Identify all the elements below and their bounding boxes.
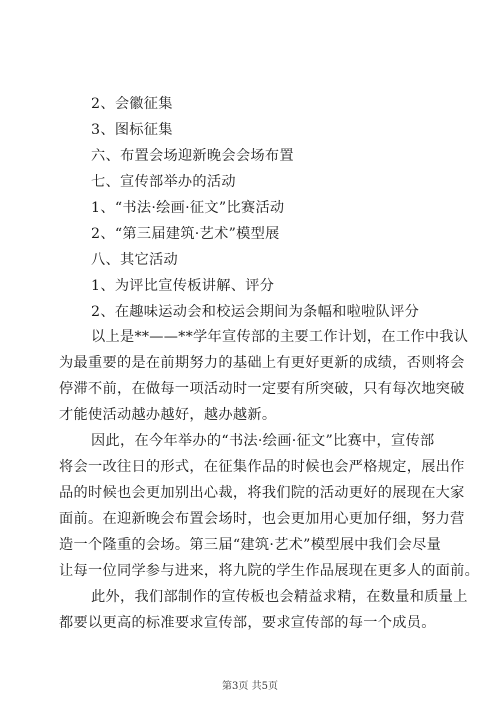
list-item: 2、在趣味运动会和校运会期间为条幅和啦啦队评分	[91, 304, 420, 320]
paragraph-line: 才能使活动越办越好，越办越新。	[59, 407, 277, 423]
list-item: 1、“书法·绘画·征文”比赛活动	[91, 200, 285, 216]
paragraph-line: 以上是**——**学年宣传部的主要工作计划，在工作中我认	[91, 329, 469, 345]
paragraph-line: 将会一改往日的形式，在征集作品的时候也会严格规定，展出作	[59, 459, 465, 475]
list-item: 1、为评比宣传板讲解、评分	[91, 278, 275, 294]
list-item: 3、图标征集	[91, 122, 173, 138]
section-heading: 六、布置会场迎新晚会会场布置	[91, 148, 294, 164]
paragraph-line: 停滞不前，在做每一项活动时一定要有所突破，只有每次地突破	[59, 381, 465, 397]
paragraph-line: 造一个隆重的会场。第三届“建筑·艺术”模型展中我们会尽量	[59, 537, 442, 553]
paragraph-line: 都要以更高的标准要求宣传部，要求宣传部的每一个成员。	[59, 615, 436, 631]
paragraph-line: 为最重要的是在前期努力的基础上有更好更新的成绩，否则将会	[59, 355, 465, 371]
list-item: 2、会徽征集	[91, 96, 173, 112]
paragraph-line: 让每一位同学参与进来，将九院的学生作品展现在更多人的面前。	[59, 563, 480, 579]
list-item: 2、“第三届建筑·艺术”模型展	[91, 226, 280, 242]
paragraph-line: 面前。在迎新晚会布置会场时，也会更加用心更加仔细，努力营	[59, 511, 465, 527]
section-heading: 七、宣传部举办的活动	[91, 174, 236, 190]
paragraph-line: 品的时候也会更加别出心裁，将我们院的活动更好的展现在大家	[59, 485, 465, 501]
page-footer: 第3页 共5页	[222, 681, 278, 692]
paragraph-line: 此外，我们部制作的宣传板也会精益求精，在数量和质量上	[91, 589, 468, 605]
paragraph-line: 因此，在今年举办的“书法·绘画·征文”比赛中，宣传部	[91, 433, 435, 449]
section-heading: 八、其它活动	[91, 252, 178, 268]
